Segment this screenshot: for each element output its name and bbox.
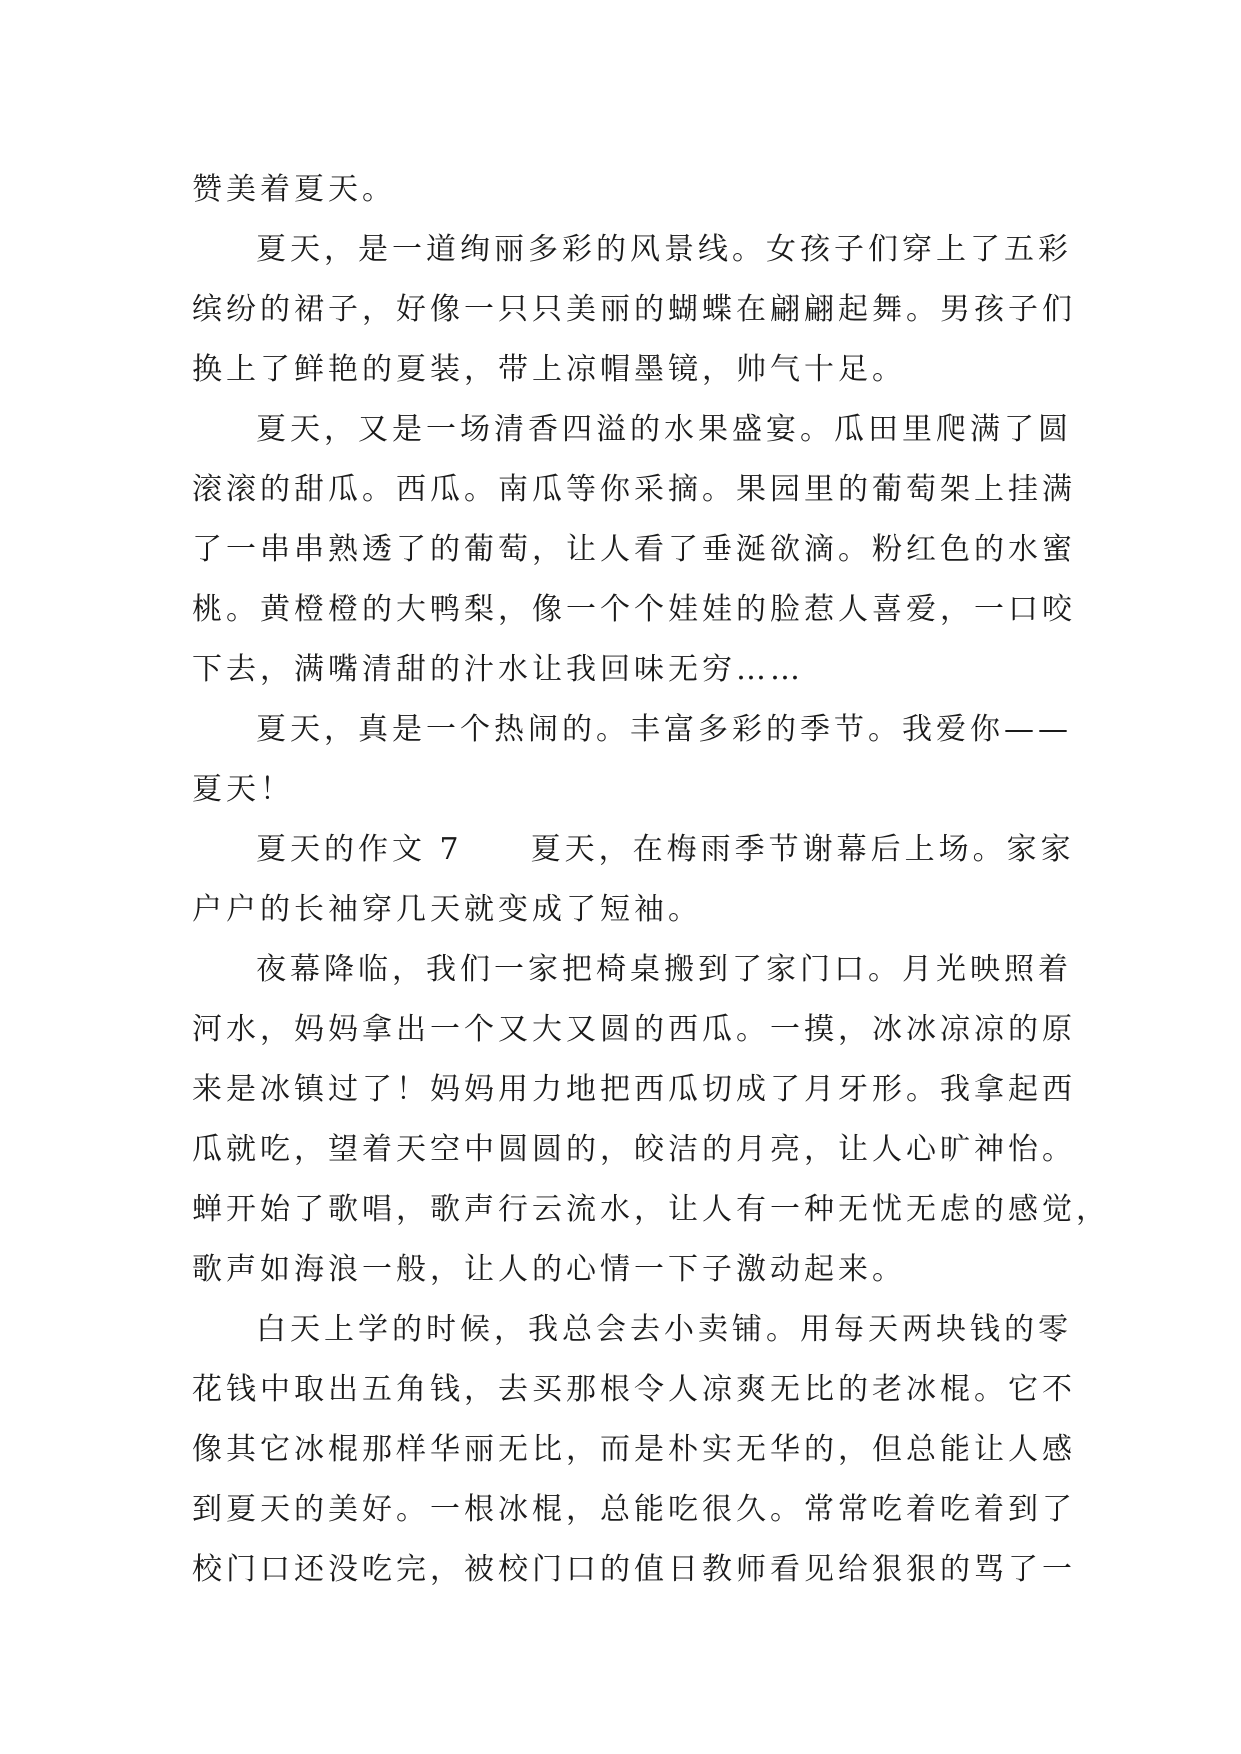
text-line: 户户的长袖穿几天就变成了短袖。	[192, 892, 702, 927]
text-line: 缤纷的裙子，好像一只只美丽的蝴蝶在翩翩起舞。男孩子们	[192, 292, 1076, 327]
text-line: 花钱中取出五角钱，去买那根令人凉爽无比的老冰棍。它不	[192, 1372, 1076, 1407]
text-line: 到夏天的美好。一根冰棍，总能吃很久。常常吃着吃着到了	[192, 1492, 1076, 1527]
text-line: 赞美着夏天。	[192, 172, 396, 207]
paragraph-first-line: 夏天，又是一场清香四溢的水果盛宴。瓜田里爬满了圆	[256, 412, 1072, 447]
paragraph-first-line: 白天上学的时候，我总会去小卖铺。用每天两块钱的零	[256, 1312, 1072, 1347]
text-line: 来是冰镇过了！妈妈用力地把西瓜切成了月牙形。我拿起西	[192, 1072, 1076, 1107]
paragraph-first-line: 夏天的作文 7 夏天，在梅雨季节谢幕后上场。家家	[256, 832, 1075, 867]
text-line: 河水，妈妈拿出一个又大又圆的西瓜。一摸，冰冰凉凉的原	[192, 1012, 1076, 1047]
paragraph-first-line: 夏天，真是一个热闹的。丰富多彩的季节。我爱你——	[256, 712, 1072, 747]
text-line: 桃。黄橙橙的大鸭梨，像一个个娃娃的脸惹人喜爱，一口咬	[192, 592, 1076, 627]
text-line: 了一串串熟透了的葡萄，让人看了垂涎欲滴。粉红色的水蜜	[192, 532, 1076, 567]
paragraph-first-line: 夏天，是一道绚丽多彩的风景线。女孩子们穿上了五彩	[256, 232, 1072, 267]
text-line: 歌声如海浪一般，让人的心情一下子激动起来。	[192, 1252, 906, 1287]
text-line: 像其它冰棍那样华丽无比，而是朴实无华的，但总能让人感	[192, 1432, 1076, 1467]
text-line: 夏天！	[192, 772, 294, 807]
text-line: 校门口还没吃完，被校门口的值日教师看见给狠狠的骂了一	[192, 1552, 1076, 1587]
text-line: 蝉开始了歌唱，歌声行云流水，让人有一种无忧无虑的感觉，	[192, 1192, 1110, 1227]
text-line: 滚滚的甜瓜。西瓜。南瓜等你采摘。果园里的葡萄架上挂满	[192, 472, 1076, 507]
text-line: 下去，满嘴清甜的汁水让我回味无穷……	[192, 652, 804, 687]
essay-text	[192, 160, 1110, 1600]
text-line: 瓜就吃，望着天空中圆圆的，皎洁的月亮，让人心旷神怡。	[192, 1132, 1076, 1167]
paragraph-first-line: 夜幕降临，我们一家把椅桌搬到了家门口。月光映照着	[256, 952, 1072, 987]
text-line: 换上了鲜艳的夏装，带上凉帽墨镜，帅气十足。	[192, 352, 906, 387]
